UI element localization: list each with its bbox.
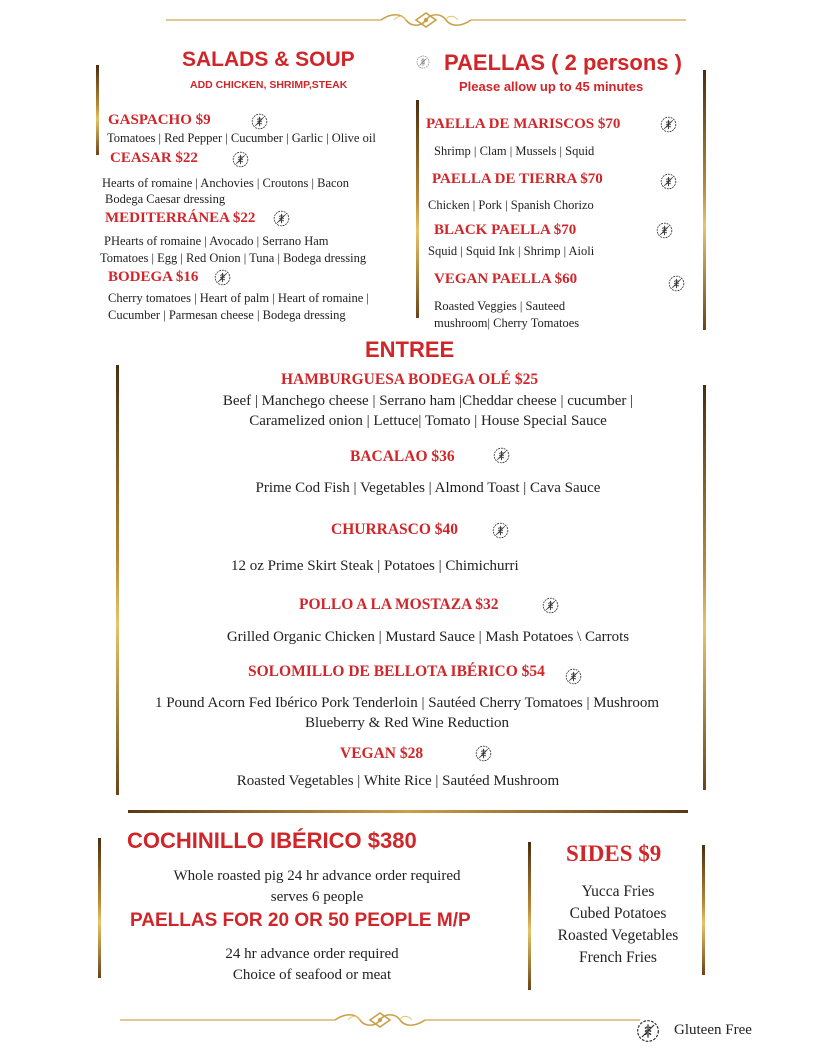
churrasco-desc: 12 oz Prime Skirt Steak | Potatoes | Chimichurri	[231, 558, 519, 574]
vegan-title: VEGAN $28	[340, 745, 424, 762]
solomillo-title: SOLOMILLO DE BELLOTA IBÉRICO $54	[248, 663, 545, 680]
solomillo-desc-1: 1 Pound Acorn Fed Ibérico Pork Tenderloin | Sautéed Cherry Tomatoes | Mushroom	[154, 695, 660, 711]
gluten-free-icon	[232, 151, 249, 168]
cochinillo-right-rule	[528, 842, 531, 990]
paellas-title: PAELLAS ( 2 persons )	[444, 50, 682, 75]
salads-left-rule	[96, 65, 99, 155]
hamburguesa-title: HAMBURGUESA BODEGA OLÉ $25	[281, 371, 539, 388]
entree-right-rule	[703, 385, 706, 790]
ceasar-desc-1: Hearts of romaine | Anchovies | Croutons | Bacon	[102, 176, 350, 190]
sides-item: French Fries	[579, 949, 657, 966]
gluten-free-legend-icon	[636, 1019, 660, 1043]
black-paella-title: BLACK PAELLA $70	[434, 222, 577, 238]
salads-title: SALADS & SOUP	[182, 48, 355, 71]
section-divider	[128, 810, 688, 813]
mediterranea-title: MEDITERRÁNEA $22	[105, 210, 256, 226]
vegan-paella-desc-2: mushroom| Cherry Tomatoes	[434, 316, 580, 330]
hamburguesa-desc-1: Beef | Manchego cheese | Serrano ham |Cheddar cheese | cucumber |	[222, 393, 634, 409]
gluten-free-icon	[493, 447, 510, 464]
bodega-desc-2: Cucumber | Parmesan cheese | Bodega dressing	[108, 308, 346, 322]
gluten-free-icon	[251, 113, 268, 130]
vegan-paella-title: VEGAN PAELLA $60	[434, 271, 578, 287]
gluten-free-legend-label: Gluteen Free	[674, 1022, 752, 1038]
bottom-ornament	[120, 1012, 640, 1028]
gluten-free-icon	[475, 745, 492, 762]
gluten-free-icon	[656, 222, 673, 239]
pollo-title: POLLO A LA MOSTAZA $32	[299, 596, 499, 613]
churrasco-title: CHURRASCO $40	[331, 521, 459, 538]
bacalao-desc: Prime Cod Fish | Vegetables | Almond Toast | Cava Sauce	[255, 480, 601, 496]
paella-tierra-desc: Chicken | Pork | Spanish Chorizo	[428, 198, 594, 212]
gluten-free-icon	[214, 269, 231, 286]
top-ornament	[166, 12, 686, 28]
gluten-free-icon	[660, 173, 677, 190]
gluten-free-icon	[660, 116, 677, 133]
gluten-free-icon	[565, 668, 582, 685]
cochinillo-title: COCHINILLO IBÉRICO $380	[127, 828, 417, 853]
bodega-title: BODEGA $16	[108, 269, 199, 285]
entree-title: ENTREE	[365, 337, 455, 362]
solomillo-desc-2: Blueberry & Red Wine Reduction	[304, 715, 510, 731]
paella-mariscos-title: PAELLA DE MARISCOS $70	[426, 116, 621, 132]
sides-item: Yucca Fries	[581, 883, 655, 900]
sides-item: Roasted Vegetables	[557, 927, 679, 944]
cochinillo-desc-1: Whole roasted pig 24 hr advance order required	[173, 868, 461, 884]
ceasar-title: CEASAR $22	[110, 150, 198, 166]
sides-right-rule	[702, 845, 705, 975]
mediterranea-desc-1: PHearts of romaine | Avocado | Serrano Ham	[104, 234, 329, 248]
salads-subtitle: ADD CHICKEN, SHRIMP,STEAK	[190, 79, 348, 91]
paella-mariscos-desc: Shrimp | Clam | Mussels | Squid	[434, 144, 595, 158]
cochinillo-left-rule	[98, 838, 101, 978]
paellas-left-rule	[416, 100, 419, 318]
bodega-desc-1: Cherry tomatoes | Heart of palm | Heart of romaine |	[108, 291, 369, 305]
gaspacho-title: GASPACHO $9	[108, 112, 211, 128]
gaspacho-desc: Tomatoes | Red Pepper | Cucumber | Garlic | Olive oil	[107, 131, 376, 145]
gluten-free-icon	[492, 522, 509, 539]
vegan-paella-desc-1: Roasted Veggies | Sauteed	[434, 299, 566, 313]
entree-left-rule	[116, 365, 119, 795]
gluten-free-icon	[542, 597, 559, 614]
hamburguesa-desc-2: Caramelized onion | Lettuce| Tomato | House Special Sauce	[249, 413, 607, 429]
bacalao-title: BACALAO $36	[350, 448, 455, 465]
paellas-right-rule	[703, 70, 706, 330]
large-paellas-title: PAELLAS FOR 20 OR 50 PEOPLE M/P	[130, 910, 471, 931]
gluten-free-icon	[273, 210, 290, 227]
mediterranea-desc-2: Tomatoes | Egg | Red Onion | Tuna | Bodega dressing	[100, 251, 367, 265]
cochinillo-desc-2: serves 6 people	[270, 889, 364, 905]
sides-item: Cubed Potatoes	[569, 905, 667, 922]
large-paellas-desc-2: Choice of seafood or meat	[232, 967, 392, 983]
large-paellas-desc-1: 24 hr advance order required	[225, 946, 399, 962]
gluten-free-icon	[416, 55, 430, 69]
ceasar-desc-2: Bodega Caesar dressing	[105, 192, 226, 206]
paellas-subtitle: Please allow up to 45 minutes	[459, 79, 644, 94]
black-paella-desc: Squid | Squid Ink | Shrimp | Aioli	[428, 244, 595, 258]
pollo-desc: Grilled Organic Chicken | Mustard Sauce | Mash Potatoes \ Carrots	[226, 629, 630, 645]
vegan-desc: Roasted Vegetables | White Rice | Sautéed Mushroom	[236, 773, 560, 789]
gluten-free-icon	[668, 275, 685, 292]
paella-tierra-title: PAELLA DE TIERRA $70	[432, 171, 603, 187]
sides-title: SIDES $9	[566, 841, 662, 866]
